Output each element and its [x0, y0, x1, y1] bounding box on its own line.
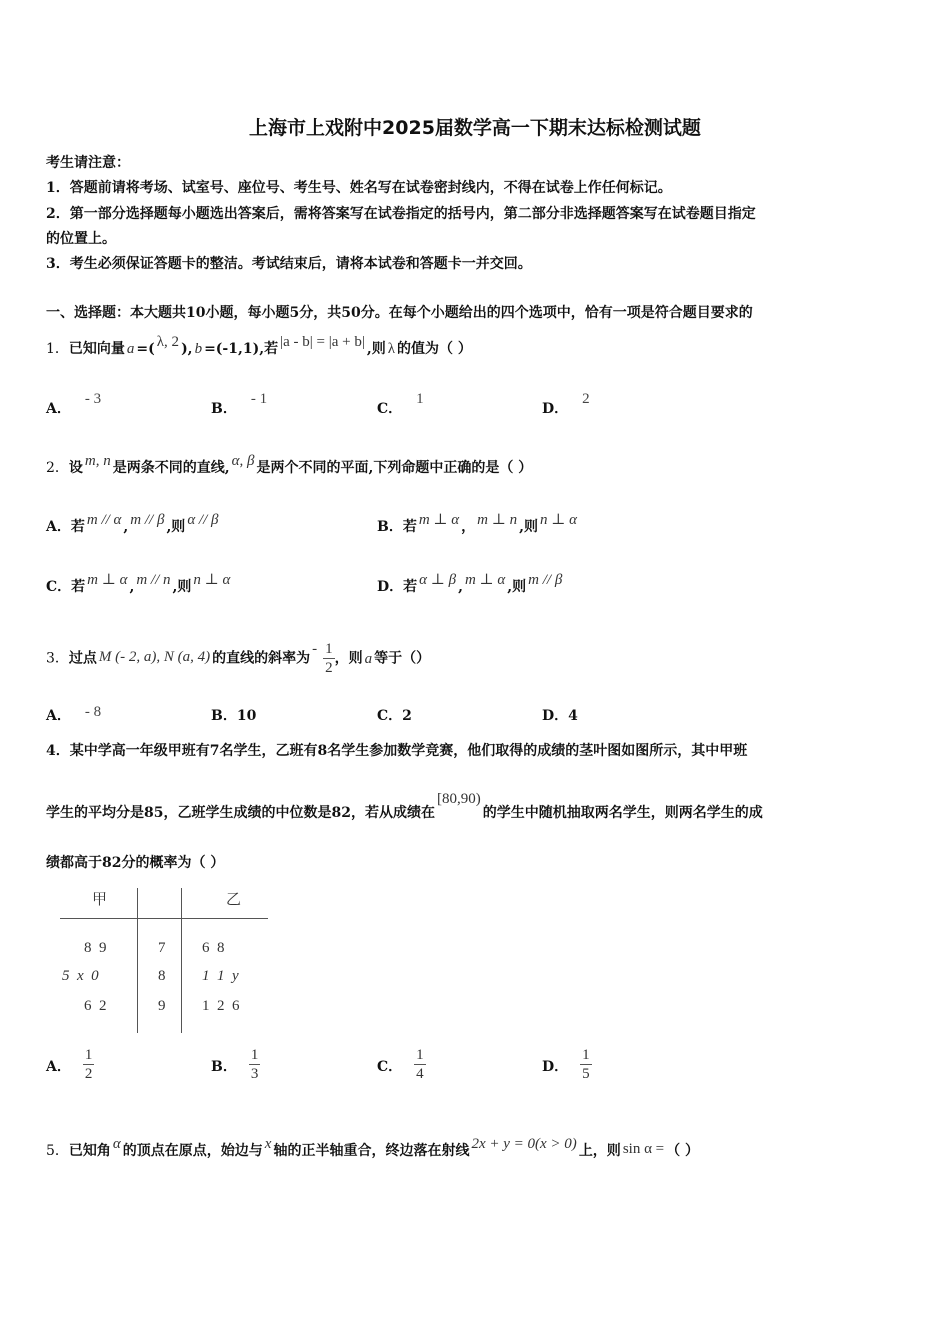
stem-header-divider [60, 918, 268, 919]
stem-right-header: 乙 [226, 892, 242, 908]
q1-option-b[interactable]: B．- 1 [211, 391, 268, 417]
question-4-line-2: 学生的平均分是85，乙班学生成绩的中位数是82，若从成绩在[80,90)的学生中随机抽取两名学生，则两名学生的成 [46, 791, 763, 821]
stem-left-divider [137, 888, 138, 1033]
stem-right-divider [181, 888, 182, 1033]
question-3: 3．过点 M (- 2, a), N (a, 4) 的直线的斜率为- $\frac{1}{2}$ ，则 a 等于（） [46, 640, 431, 676]
q1-option-a[interactable]: A．- 3 [46, 391, 102, 417]
question-2: 2．设 m, n 是两条不同的直线, α, β 是两个不同的平面,下列命题中正确的是（ ） [46, 453, 533, 476]
question-1: 1．已知向量 a =( λ, 2 ), b =(-1,1),若 |a - b| = |a + b| ,则 λ 的值为（ ） [46, 334, 472, 357]
notice-item-2: 2．第一部分选择题每小题选出答案后，需将答案写在试卷指定的括号内，第二部分非选择题答案写在试卷题目指定 [46, 206, 756, 222]
q2-option-b[interactable]: B．若 m ⊥ α ， m ⊥ n ,则 n ⊥ α [377, 512, 577, 535]
q2-option-a[interactable]: A．若 m // α , m // β ,则 α // β [46, 512, 219, 535]
q2-option-c[interactable]: C．若 m ⊥ α , m // n ,则 n ⊥ α [46, 572, 231, 595]
notice-item-2-cont: 的位置上。 [46, 231, 116, 247]
notice-heading: 考生请注意： [46, 155, 130, 171]
question-5: 5．已知角 α 的顶点在原点，始边与 x 轴的正半轴重合，终边落在射线 2x + y = 0(x > 0) 上，则 sin α = （ ） [46, 1136, 700, 1159]
q4-option-d[interactable]: D． $\frac{1}{5}$ [542, 1047, 590, 1082]
q4-option-c[interactable]: C． $\frac{1}{4}$ [377, 1047, 424, 1082]
q3-option-c[interactable]: C．2 [377, 708, 412, 724]
q3-option-b[interactable]: B．10 [211, 708, 257, 724]
leaf-right-row-1: 6 8 [202, 940, 225, 956]
question-4-line-1: 4．某中学高一年级甲班有7名学生，乙班有8名学生参加数学竞赛，他们取得的成绩的茎叶图如图所示，其中甲班 [46, 743, 748, 759]
q1-option-c[interactable]: C．1 [377, 391, 424, 417]
question-4-line-3: 绩都高于82分的概率为（ ） [46, 855, 225, 871]
q4-option-b[interactable]: B． $\frac{1}{3}$ [211, 1047, 259, 1082]
leaf-left-row-3: 6 2 [84, 998, 107, 1014]
q3-option-a[interactable]: A． - 8 [46, 704, 102, 724]
section-heading: 一、选择题：本大题共10小题，每小题5分，共50分。在每个小题给出的四个选项中，恰有一项是符合题目要求的 [46, 305, 753, 321]
stem-row-3: 9 [158, 998, 166, 1014]
page-title: 上海市上戏附中2025届数学高一下期末达标检测试题 [249, 117, 701, 139]
leaf-right-row-3: 1 2 6 [202, 998, 240, 1014]
q2-option-d[interactable]: D．若 α ⊥ β , m ⊥ α ,则 m // β [377, 572, 563, 595]
q4-option-a[interactable]: A． $\frac{1}{2}$ [46, 1047, 93, 1082]
slope-fraction: $\frac{1}{2}$ [325, 641, 333, 676]
q3-option-d[interactable]: D．4 [542, 708, 578, 724]
stem-leaf-plot [56, 888, 272, 1033]
leaf-right-row-2: 1 1 y [202, 968, 239, 984]
q1-option-d[interactable]: D．2 [542, 391, 590, 417]
notice-item-3: 3．考生必须保证答题卡的整洁。考试结束后，请将本试卷和答题卡一并交回。 [46, 256, 532, 272]
stem-left-header: 甲 [92, 892, 108, 908]
leaf-left-row-2: 5 x 0 [62, 968, 99, 984]
notice-item-1: 1．答题前请将考场、试室号、座位号、考生号、姓名写在试卷密封线内，不得在试卷上作任何标记。 [46, 180, 672, 196]
leaf-left-row-1: 8 9 [84, 940, 107, 956]
stem-row-1: 7 [158, 940, 166, 956]
stem-row-2: 8 [158, 968, 166, 984]
